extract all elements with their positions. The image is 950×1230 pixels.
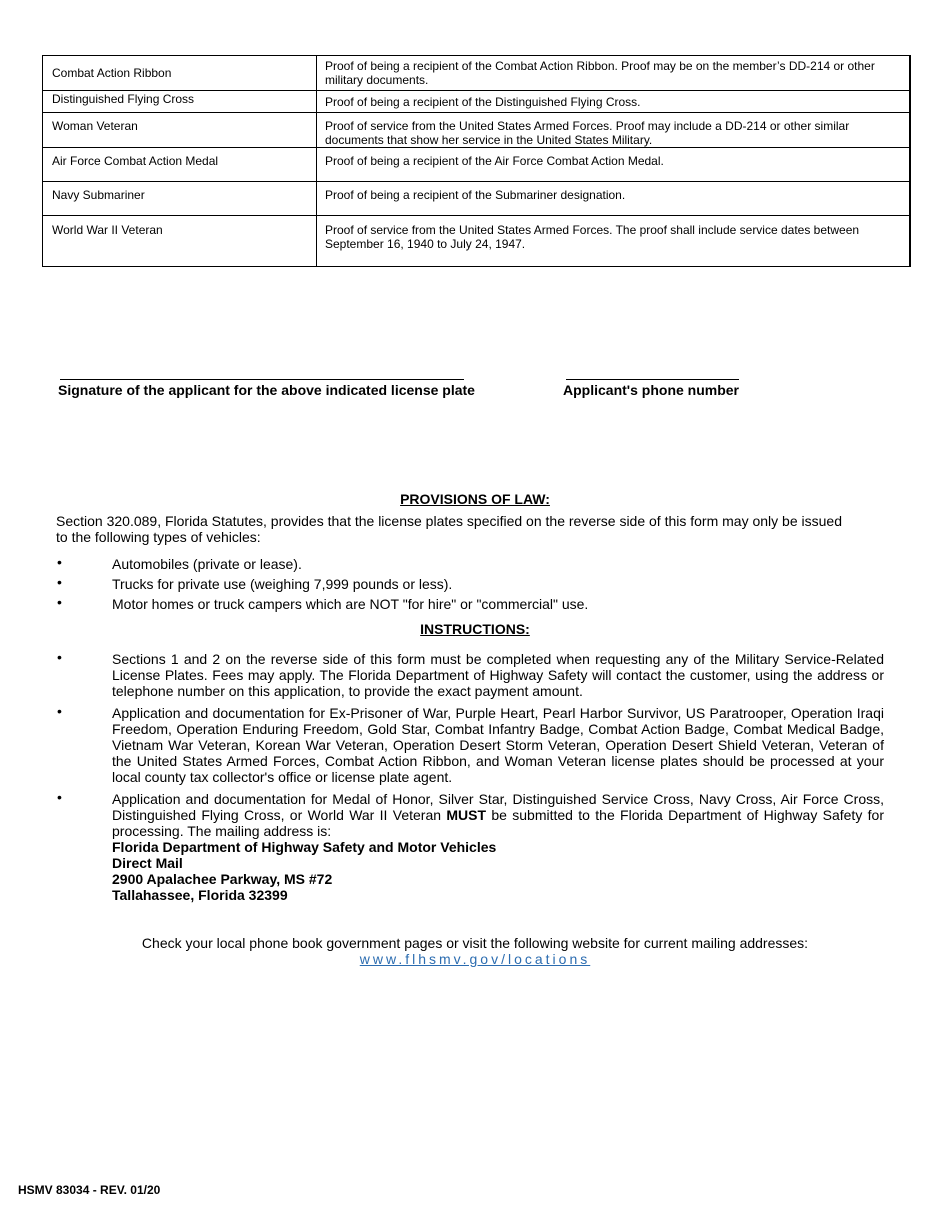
plate-name: Distinguished Flying Cross (52, 92, 195, 106)
instruction-text: Sections 1 and 2 on the reverse side of this form must be completed when requesting any of the Military Service-Related License Plates. Fees may apply. The Florida Department of Highway Safety will contact the customer, using the address or telephone number on this application, to provide the exact payment amount. (112, 651, 884, 699)
bullet-icon: • (57, 554, 62, 570)
proof-cell (317, 56, 911, 91)
proof-cell (317, 182, 911, 216)
applicant-signature-line[interactable] (60, 379, 464, 380)
proof-text: Proof of being a recipient of the Distinguished Flying Cross. (325, 94, 641, 109)
form-id: HSMV 83034 - REV. 01/20 (18, 1183, 161, 1197)
instructions-list (57, 651, 884, 845)
bullet-icon: • (57, 789, 62, 805)
plate-name-cell (43, 148, 317, 182)
instruction-text: be submitted to the Florida Department of Highway Safety for processing. The mailing address is: (112, 807, 884, 839)
locations-link[interactable]: www.flhsmv.gov/locations (359, 951, 591, 967)
proof-cell (317, 148, 911, 182)
list-item-text: Trucks for private use (weighing 7,999 pounds or less). (112, 576, 453, 592)
proof-cell (317, 216, 911, 267)
table-row (43, 56, 911, 91)
instruction-text: Application and documentation for Medal of Honor, Silver Star, Distinguished Service Cross, Navy Cross, Air Force Cross, Distinguished Flying Cross, or World War II Veteran (112, 791, 884, 823)
proof-text: Proof of service from the United States Armed Forces. The proof shall include service dates between September 16, 1940 to July 24, 1947. (325, 223, 860, 251)
list-item (57, 556, 887, 572)
vehicle-types-list (57, 556, 887, 616)
plate-name-cell (43, 91, 317, 113)
address-line: Direct Mail (112, 855, 183, 871)
instructions-heading: INSTRUCTIONS: (420, 621, 530, 637)
provisions-heading: PROVISIONS OF LAW: (400, 491, 550, 507)
plate-name-cell (43, 216, 317, 267)
list-item-text: Automobiles (private or lease). (112, 556, 302, 572)
requirements-table (42, 55, 911, 267)
table-row (43, 91, 911, 113)
proof-text: Proof of service from the United States Armed Forces. Proof may include a DD-214 or other similar documents that show her service in the United States Military. (325, 119, 850, 147)
plate-name: Woman Veteran (52, 119, 138, 133)
table-row (43, 148, 911, 182)
bullet-icon: • (57, 703, 62, 719)
bullet-icon: • (57, 574, 62, 590)
plate-name: Combat Action Ribbon (52, 66, 172, 80)
table-row (43, 182, 911, 216)
plate-name-cell (43, 182, 317, 216)
plate-name-cell (43, 56, 317, 91)
bullet-icon: • (57, 594, 62, 610)
list-item (57, 791, 884, 839)
list-item (57, 651, 884, 699)
proof-cell (317, 91, 911, 113)
plate-name: Air Force Combat Action Medal (52, 154, 219, 168)
list-item (57, 596, 887, 612)
provisions-text: Section 320.089, Florida Statutes, provides that the license plates specified on the reverse side of this form may only be issued to the following types of vehicles: (56, 513, 842, 545)
applicant-signature-label: Signature of the applicant for the above indicated license plate (58, 382, 475, 398)
table-row (43, 216, 911, 267)
address-line: 2900 Apalachee Parkway, MS #72 (112, 871, 333, 887)
plate-name-cell (43, 113, 317, 148)
applicant-phone-label: Applicant's phone number (563, 382, 740, 398)
address-line: Tallahassee, Florida 32399 (112, 887, 288, 903)
list-item (57, 576, 887, 592)
mailing-address (112, 839, 496, 903)
proof-text: Proof of being a recipient of the Air Force Combat Action Medal. (325, 154, 664, 168)
list-item-text: Motor homes or truck campers which are NOT "for hire" or "commercial" use. (112, 596, 589, 612)
must-emphasis: MUST (446, 807, 487, 823)
plate-name: Navy Submariner (52, 188, 145, 202)
address-line: Florida Department of Highway Safety and Motor Vehicles (112, 839, 497, 855)
proof-text: Proof of being a recipient of the Combat Action Ribbon. Proof may be on the member’s DD-214 or other military documents. (325, 59, 875, 87)
proof-cell (317, 113, 911, 148)
applicant-phone-line[interactable] (566, 379, 739, 380)
bullet-icon: • (57, 649, 62, 665)
table-row (43, 113, 911, 148)
instruction-text: Application and documentation for Ex-Prisoner of War, Purple Heart, Pearl Harbor Survivor, US Paratrooper, Operation Iraqi Freedom, Operation Enduring Freedom, Gold Star, Combat Infantry Badge, Combat Action Badge, Combat Medical Badge, Vietnam War Veteran, Korean War Veteran, Operation Desert Storm Veteran, Operation Desert Shield Veteran, Veteran of the United States Armed Forces, Combat Action Ribbon, and Woman Veteran license plates should be processed at your local county tax collector's office or license plate agent. (112, 705, 884, 785)
list-item (57, 705, 884, 785)
footer-note (0, 935, 950, 967)
proof-text: Proof of being a recipient of the Submariner designation. (325, 188, 626, 202)
plate-name: World War II Veteran (52, 223, 163, 237)
footer-note-text: Check your local phone book government pages or visit the following website for current mailing addresses: (141, 935, 809, 951)
